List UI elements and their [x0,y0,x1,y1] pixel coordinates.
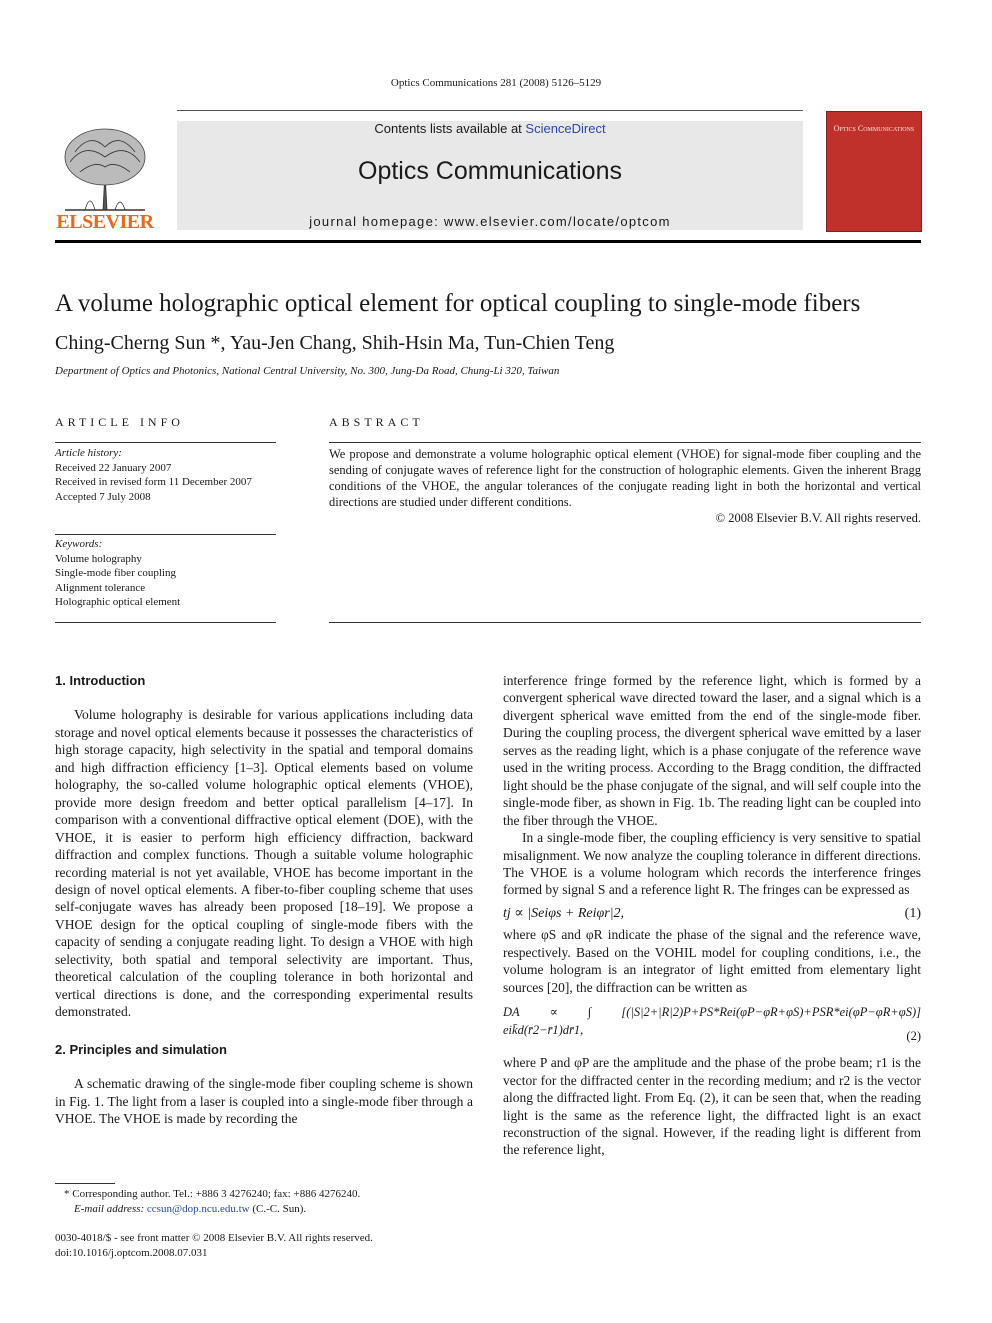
email-line: E-mail address: ccsun@dop.ncu.edu.tw (C.-C. Sun). [74,1202,307,1215]
journal-cover-thumbnail [826,111,922,232]
equation-2 [503,1004,921,1048]
paragraph: where φS and φR indicate the phase of the signal and the reference wave, respectively. Based on the VOHIL model for coupling conditions, i.e., the volume hologram is an integrator of light emitted from elementary light sources [20], the diffraction can be written as [503,927,921,995]
author-affiliation: Department of Optics and Photonics, National Central University, No. 300, Jung-Da Road, Chung-Li 320, Taiwan [55,365,560,377]
article-history [55,446,280,504]
divider [329,622,921,623]
abstract-text: We propose and demonstrate a volume holographic optical element (VHOE) for signal-mode fiber coupling and the sending of conjugate waves of reference light for the construction of holographic elements. Given the inherent Bragg conditions of the VHOE, the angular tolerances of the conjugate reading light in both the horizontal and vertical directions are studied under different conditions. [329,447,921,509]
section-heading: 2. Principles and simulation [55,1041,227,1057]
history-revised: Received in revised form 11 December 2007 [55,476,252,488]
paragraph: In a single-mode fiber, the coupling efficiency is very sensitive to spatial misalignment. We now analyze the coupling tolerance in different directions. The VHOE is a volume hologram which records the interference fringes formed by signal S and a reference light R. The fringes can be expressed as [503,830,921,898]
article-info-heading: ARTICLE INFO [55,415,184,429]
divider [55,442,276,443]
history-received: Received 22 January 2007 [55,461,172,474]
equation-1-body: tj ∝ |Seiφs + Reiφr|2, [503,905,625,921]
journal-homepage[interactable]: journal homepage: www.elsevier.com/locate/optcom [309,214,671,229]
footnote-rule [55,1183,115,1184]
history-label: Article history: [55,447,122,459]
contents-line: Contents lists available at ScienceDirect [374,121,606,136]
header-rule [177,110,803,111]
equation-2-number: (2) [906,1029,921,1044]
equation-1 [503,905,921,922]
divider [55,622,276,623]
section-heading: 1. Introduction [55,673,146,688]
paragraph: where P and φP are the amplitude and the phase of the probe beam; r1 is the vector for the diffracted center in the recording medium; and r2 is the vector along the diffracted light. From Eq. (2), it can be seen that, when the reading light is the same as the reference light, the diffracted light is an exact reconstruction of the signal. However, if the reading light is different from the reference light, [503,1055,921,1158]
paragraph: interference fringe formed by the reference light, which is formed by a convergent spherical wave directed toward the laser, and a signal which is a divergent spherical wave emitted from the end of the single-mode fiber. During the coupling process, the divergent spherical wave emitted by a laser serves as the reading light, which is a phase conjugate of the reference wave used in the writing process. According to the Bragg condition, the diffracted light should be the phase conjugate of the signal, and will self couple into the single-mode fiber, as shown in Fig. 1b. The reading light can be coupled into the fiber through the VHOE. [503,673,921,828]
paragraph: Volume holography is desirable for various applications including data storage and novel optical elements because it possesses the characteristics of high storage capacity, high selectivity in the spatial and temporal domains and high diffraction efficiency [1–3]. Optical elements based on volume holography, the so-called volume holographic optical elements (VHOE), provide more design freedom and better optical parallelism [4–17]. In comparison with a conventional diffractive optical element (DOE), with the VHOE, it is easier to perform high efficiency diffraction, backward diffraction and complex functions. Though a suitable volume holographic recording material is not yet available, VHOE has become important in the design of novel optical elements. A fiber-to-fiber coupling scheme that uses self-conjugate waves has already been proposed [18–19]. We propose a VHOE design for the optical coupling of single-mode fibers with the capacity of sending a conjugate reading light. To design a VHOE with high selectivity, both spatial and temporal selectivity are important. Thus, theoretical calculation of the coupling tolerance in both horizontal and vertical directions is done, and the corresponding experimental results demonstrated. [55,707,473,1020]
keywords [55,537,280,610]
issn-line: 0030-4018/$ - see front matter © 2008 Elsevier B.V. All rights reserved. [55,1232,373,1244]
cover-title: Optics Communications [833,124,915,133]
footnote [64,1187,484,1216]
paragraph: A schematic drawing of the single-mode fiber coupling scheme is shown in Fig. 1. The light from a laser is coupled into a single-mode fiber through a VHOE. The VHOE is made by recording the [55,1076,473,1126]
journal-citation: Optics Communications 281 (2008) 5126–5129 [390,77,602,89]
sciencedirect-link[interactable]: ScienceDirect [525,121,606,136]
keyword: Holographic optical element [55,596,181,608]
equation-2-body: DA ∝ ∫ [(|S|2+|R|2)P+PS*Rei(φP−φR+φS)+PSR*ei(φP−φR+φS)] eik̄d(r̄2−r̄1)dr̄1, [503,1005,921,1037]
header-thick-rule [55,240,921,243]
keyword: Single-mode fiber coupling [55,567,176,579]
abstract-heading: ABSTRACT [329,415,424,429]
doi-line: doi:10.1016/j.optcom.2008.07.031 [55,1246,208,1259]
keyword: Alignment tolerance [55,581,146,594]
front-matter [55,1231,485,1260]
equation-1-number: (1) [904,905,921,921]
article-title: A volume holographic optical element for optical coupling to single-mode fibers [55,290,861,317]
publisher-name: ELSEVIER [56,211,154,233]
left-column [55,672,473,1127]
journal-title: Optics Communications [358,157,622,185]
journal-banner [177,121,803,230]
abstract-copyright: © 2008 Elsevier B.V. All rights reserved. [715,511,921,525]
right-column [503,672,921,1159]
keywords-label: Keywords: [55,538,103,550]
article-authors: Ching-Cherng Sun *, Yau-Jen Chang, Shih-Hsin Ma, Tun-Chien Teng [55,332,615,354]
history-accepted: Accepted 7 July 2008 [55,490,151,503]
divider [329,442,921,443]
author-email-link[interactable]: ccsun@dop.ncu.edu.tw [146,1202,250,1215]
abstract [329,446,921,526]
divider [55,534,276,535]
keyword: Volume holography [55,552,142,565]
corresponding-author: * Corresponding author. Tel.: +886 3 4276240; fax: +886 4276240. [64,1188,361,1200]
